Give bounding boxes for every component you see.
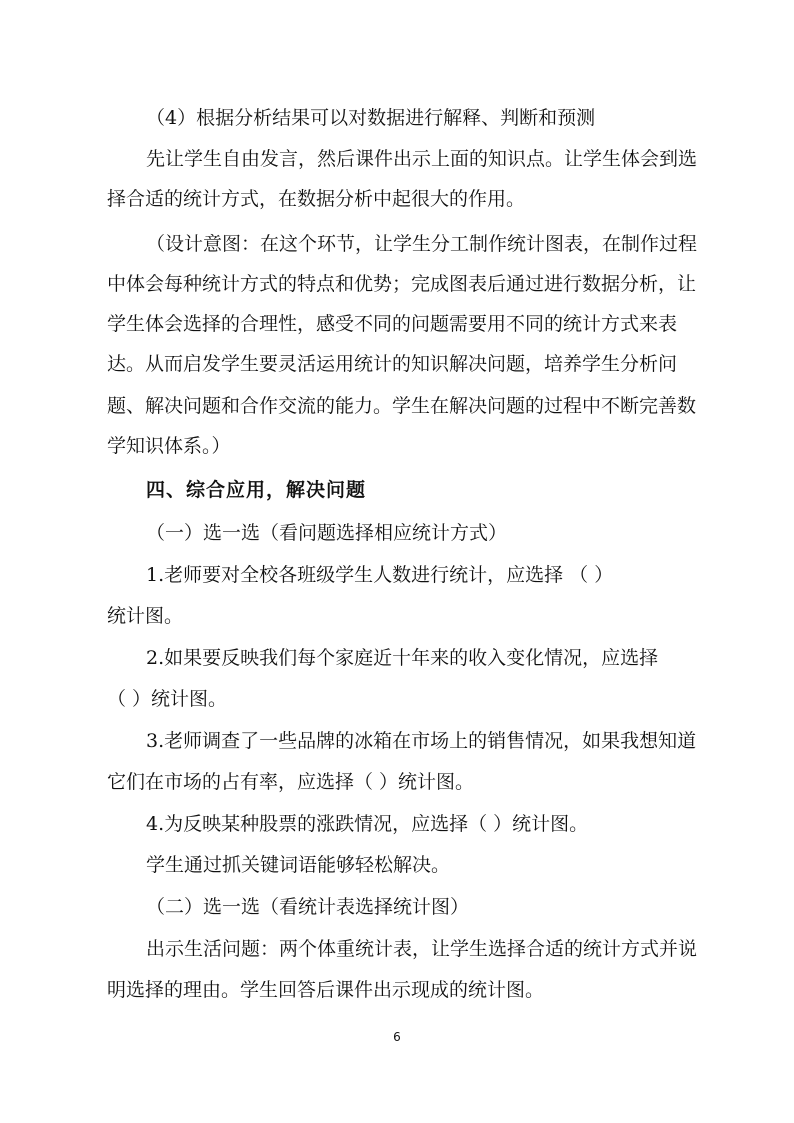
page-number: 6 xyxy=(393,1030,401,1044)
paragraph-line: 择合适的统计方式，在数据分析中起很大的作用。 xyxy=(107,188,526,210)
paragraph-line: 明选择的理由。学生回答后课件出示现成的统计图。 xyxy=(107,979,545,1001)
design-intent-line: 题、解决问题和合作交流的能力。学生在解决问题的过程中不断完善数 xyxy=(107,395,697,417)
question-line: （ ）统计图。 xyxy=(107,688,228,710)
design-intent-line: 学生体会选择的合理性，感受不同的问题需要用不同的统计方式来表 xyxy=(107,313,678,335)
list-item: （4）根据分析结果可以对数据进行解释、判断和预测 xyxy=(146,107,596,129)
question-line: 1.老师要对全校各班级学生人数进行统计，应选择 （ ） xyxy=(146,564,614,586)
paragraph-line: 先让学生自由发言，然后课件出示上面的知识点。让学生体会到选 xyxy=(146,148,698,170)
design-intent-line: （设计意图：在这个环节，让学生分工制作统计图表，在制作过程 xyxy=(146,233,698,255)
question-line: 它们在市场的占有率，应选择（ ）统计图。 xyxy=(107,771,475,793)
design-intent-line: 学知识体系。） xyxy=(107,435,231,457)
subsection-title: （一）选一选（看问题选择相应统计方式） xyxy=(146,522,508,544)
design-intent-line: 达。从而启发学生要灵活运用统计的知识解决问题，培养学生分析问 xyxy=(107,353,678,375)
paragraph-line: 学生通过抓关键词语能够轻松解决。 xyxy=(146,854,451,876)
question-line: 统计图。 xyxy=(107,605,184,627)
question-line: 2.如果要反映我们每个家庭近十年来的收入变化情况，应选择 xyxy=(146,647,659,669)
paragraph-line: 出示生活问题：两个体重统计表，让学生选择合适的统计方式并说 xyxy=(146,938,698,960)
question-line: 3.老师调查了一些品牌的冰箱在市场上的销售情况，如果我想知道 xyxy=(146,730,697,752)
design-intent-line: 中体会每种统计方式的特点和优势；完成图表后通过进行数据分析，让 xyxy=(107,273,697,295)
subsection-title: （二）选一选（看统计表选择统计图） xyxy=(146,896,470,918)
section-heading: 四、综合应用，解决问题 xyxy=(146,479,367,501)
question-line: 4.为反映某种股票的涨跌情况，应选择（ ）统计图。 xyxy=(146,813,589,835)
